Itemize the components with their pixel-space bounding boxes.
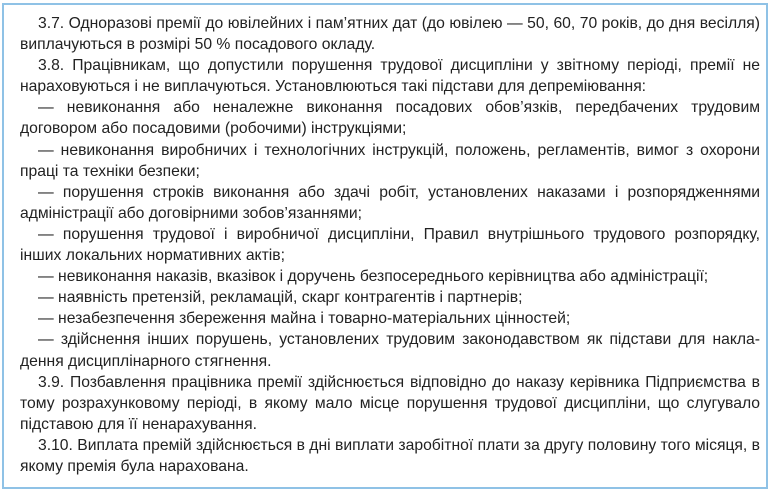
list-item-deadlines: — порушення строків виконання або здачі робіт, установлених наказами і розпорядженнями адміністрації або договірними зобов’язаннями; [20, 183, 760, 222]
list-item-duties: — невиконання або неналежне виконання посадових обов’язків, передбачених трудовим договором або посадовими (робочими) інструкціями; [20, 99, 760, 138]
list-item-instructions: — невиконання виробничих і технологічних інструкцій, положень, регламентів, вимог з охорони праці та техніки безпеки; [20, 141, 760, 180]
list-item-other-violations: — здійснення інших порушень, установлених трудовим законодавством як підстави для накладення дисциплінарного стягнення. [20, 331, 760, 370]
list-item-orders: — невиконання наказів, вказівок і доручень безпосереднього керівництва або адміністрації; [38, 268, 709, 286]
list-item-discipline: — порушення трудової і виробничої дисципліни, Правил внутрішнього трудового розпорядку, інших локальних нормативних актів; [20, 225, 760, 265]
document-frame [2, 3, 768, 489]
paragraph-3-7: 3.7. Одноразові премії до ювілейних і пам’ятних дат (до ювілею — 50, 60, 70 років, до дня весілля) виплачуються в розмірі 50 % посадового окладу. [20, 15, 760, 54]
list-item-property: — незабезпечення збереження майна і товарно-матеріальних цінностей; [38, 310, 571, 328]
paragraph-3-8: 3.8. Працівникам, що допустили порушення трудової дисципліни у звітному періоді, премії не нараховуються і не виплачуються. Установлюються такі підстави для депреміювання: [20, 57, 760, 96]
list-item-complaints: — наявність претензій, рекламацій, скарг контрагентів і партнерів; [38, 289, 523, 307]
paragraph-3-9: 3.9. Позбавлення працівника премії здійснюється відповідно до наказу керівника Підприємства в тому розрахунковому періоді, в якому мало місце порушення трудової дисципліни, що слугувало підставою для її ненарахування. [20, 373, 760, 433]
paragraph-3-10: 3.10. Виплата премій здійснюється в дні виплати заробітної плати за другу половину того місяця, в якому премія була нарахована. [20, 436, 760, 475]
document-body [20, 13, 760, 477]
